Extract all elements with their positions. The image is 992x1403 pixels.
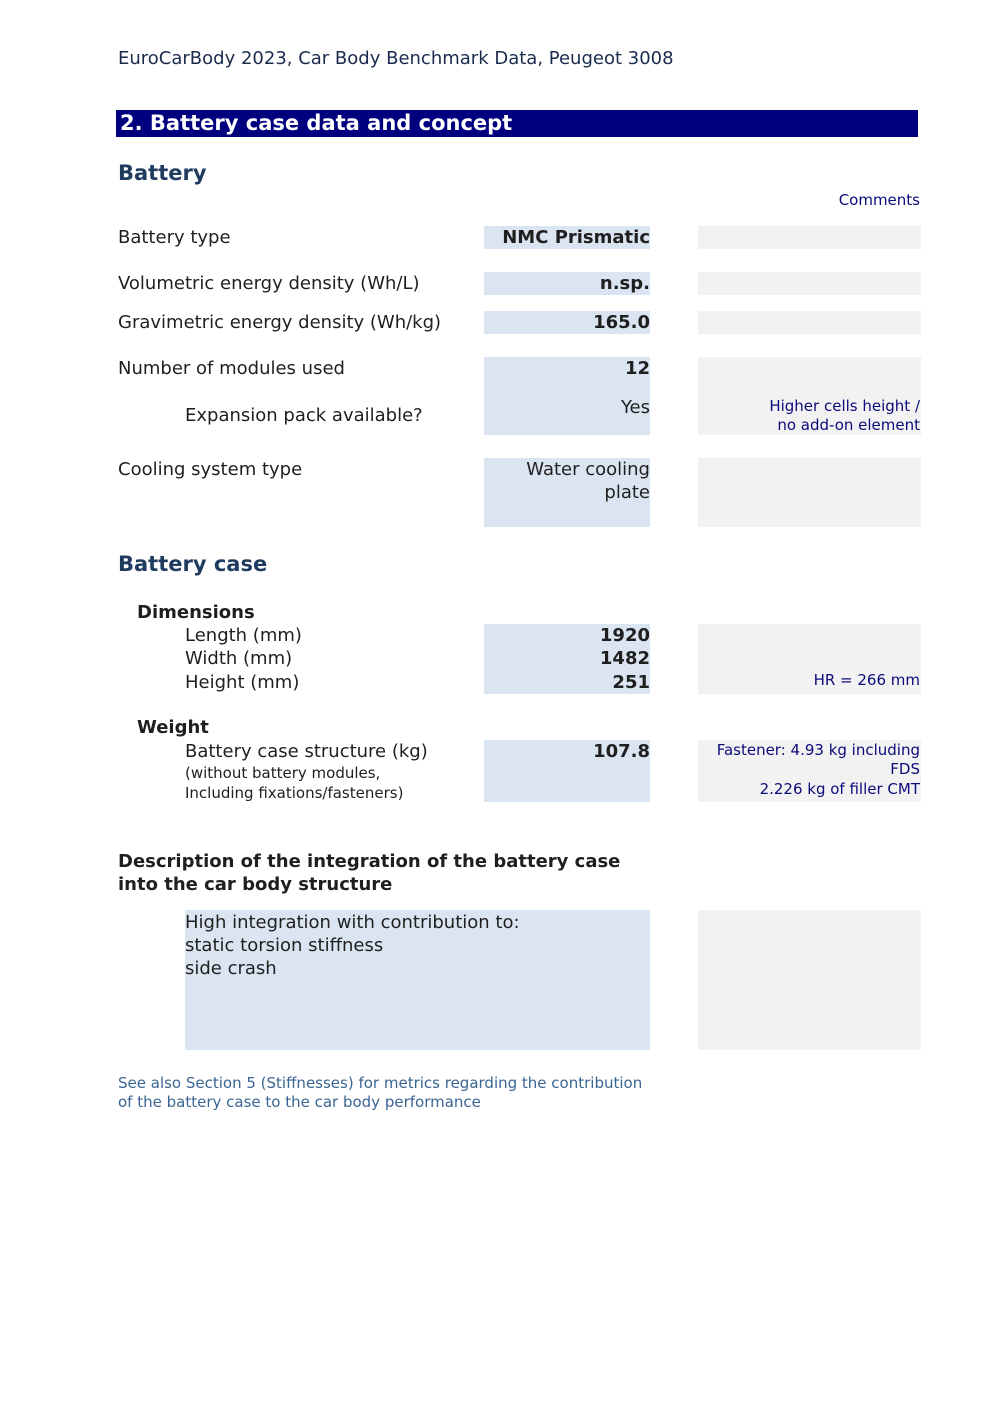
- section-title-bar: [116, 110, 918, 137]
- battery-type-value: NMC Prismatic: [502, 227, 650, 248]
- cooling-system-comment-cell: [698, 458, 921, 527]
- expansion-pack-comment-line1: Higher cells height /: [769, 397, 920, 415]
- volumetric-density-value: n.sp.: [599, 273, 650, 294]
- case-structure-note-line2: Including fixations/fasteners): [185, 784, 404, 802]
- gravimetric-density-value: 165.0: [593, 312, 650, 333]
- integration-description: High integration with contribution to: static torsion stiffness side crash: [185, 912, 520, 979]
- integration-comment-cell: [698, 910, 921, 1050]
- document-header: EuroCarBody 2023, Car Body Benchmark Data, Peugeot 3008: [118, 48, 674, 69]
- footnote-line1: See also Section 5 (Stiffnesses) for metrics regarding the contribution: [118, 1074, 643, 1092]
- case-structure-note-line1: (without battery modules,: [185, 764, 381, 782]
- weight-comment-line2: FDS: [890, 760, 920, 778]
- footnote: [118, 1074, 642, 1112]
- gravimetric-density-label: Gravimetric energy density (Wh/kg): [118, 312, 442, 333]
- weight-comment-line3: 2.226 kg of filler CMT: [759, 780, 920, 798]
- width-value: 1482: [599, 648, 650, 669]
- length-value: 1920: [599, 625, 650, 646]
- weight-heading: Weight: [137, 717, 209, 738]
- dimensions-heading: Dimensions: [137, 602, 255, 623]
- battery-heading: Battery: [118, 161, 207, 185]
- cooling-system-value-line1: Water cooling: [526, 459, 650, 480]
- integration-title-line2: into the car body structure: [118, 874, 393, 895]
- dimensions-comment: HR = 266 mm: [813, 671, 920, 689]
- expansion-pack-label: Expansion pack available?: [185, 405, 423, 426]
- expansion-pack-value: Yes: [620, 397, 650, 418]
- footnote-line2: of the battery case to the car body performance: [118, 1093, 481, 1111]
- case-structure-weight-label: Battery case structure (kg): [185, 741, 428, 762]
- battery-case-heading: Battery case: [118, 552, 268, 576]
- height-label: Height (mm): [185, 672, 300, 693]
- height-value: 251: [612, 672, 650, 693]
- weight-comment-line1: Fastener: 4.93 kg including: [716, 741, 920, 759]
- integration-title: [118, 850, 620, 896]
- gravimetric-density-comment-cell: [698, 311, 921, 334]
- case-structure-weight-value: 107.8: [593, 741, 650, 762]
- integration-title-line1: Description of the integration of the battery case: [118, 851, 621, 872]
- volumetric-density-label: Volumetric energy density (Wh/L): [118, 273, 420, 294]
- width-label: Width (mm): [185, 648, 293, 669]
- modules-count-value: 12: [624, 358, 650, 379]
- battery-type-label: Battery type: [118, 227, 231, 248]
- battery-type-comment-cell: [698, 226, 921, 249]
- section-title: 2. Battery case data and concept: [120, 111, 513, 135]
- modules-count-label: Number of modules used: [118, 358, 345, 379]
- comments-label: Comments: [838, 191, 920, 209]
- expansion-pack-comment-line2: no add-on element: [777, 416, 920, 434]
- cooling-system-label: Cooling system type: [118, 459, 303, 480]
- volumetric-density-comment-cell: [698, 272, 921, 295]
- length-label: Length (mm): [185, 625, 302, 646]
- cooling-system-value-line2: plate: [604, 482, 650, 503]
